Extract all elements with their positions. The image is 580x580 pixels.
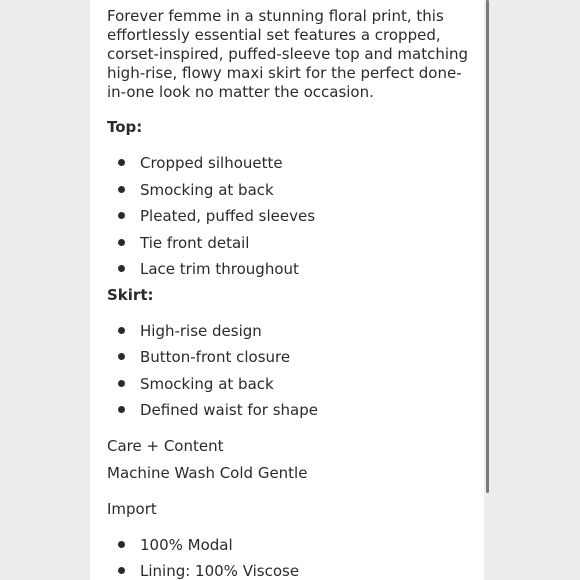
material-list	[107, 535, 479, 580]
list-item-label: High-rise design	[140, 321, 262, 340]
vertical-scrollbar[interactable]	[486, 0, 489, 493]
list-item-label: Cropped silhouette	[140, 154, 283, 172]
bullet-icon	[118, 406, 125, 413]
list-item	[107, 347, 479, 374]
bullet-icon	[118, 567, 125, 574]
list-item-label: Pleated, puffed sleeves	[140, 207, 316, 225]
list-item	[107, 561, 479, 580]
bullet-icon	[118, 380, 125, 387]
list-item-label: 100% Modal	[140, 535, 233, 554]
list-item	[107, 259, 479, 286]
list-item-label: Defined waist for shape	[140, 401, 319, 419]
skirt-feature-list	[107, 321, 479, 427]
care-content-heading: Care + Content	[107, 436, 224, 455]
description-content	[107, 7, 479, 580]
product-description-panel	[90, 0, 484, 580]
list-item	[107, 206, 479, 233]
intro-paragraph: Forever femme in a stunning floral print, this effortlessly essential set features a cropped, corset-inspired, puffed-sleeve top and matching high-rise, flowy maxi skirt for the perfect done-in-one look no matter the occasion.	[107, 7, 469, 101]
bullet-icon	[118, 327, 125, 334]
bullet-icon	[118, 159, 125, 166]
wash-instructions: Machine Wash Cold Gentle	[107, 463, 308, 482]
import-label: Import	[107, 499, 157, 518]
list-item	[107, 233, 479, 260]
list-item-label: Smocking at back	[140, 374, 274, 393]
top-feature-list	[107, 153, 479, 286]
top-heading: Top:	[107, 118, 143, 136]
list-item-label: Tie front detail	[140, 233, 250, 252]
list-item-label: Button-front closure	[140, 348, 291, 366]
bullet-icon	[118, 541, 125, 548]
list-item-label: Lining: 100% Viscose	[140, 562, 300, 580]
list-item	[107, 321, 479, 348]
list-item-label: Lace trim throughout	[140, 260, 299, 278]
list-item	[107, 535, 479, 562]
skirt-heading: Skirt:	[107, 285, 154, 304]
bullet-icon	[118, 186, 125, 193]
bullet-icon	[118, 212, 125, 219]
bullet-icon	[118, 265, 125, 272]
list-item	[107, 400, 479, 427]
list-item-label: Smocking at back	[140, 180, 274, 199]
list-item	[107, 153, 479, 180]
list-item	[107, 180, 479, 207]
list-item	[107, 374, 479, 401]
bullet-icon	[118, 239, 125, 246]
bullet-icon	[118, 353, 125, 360]
